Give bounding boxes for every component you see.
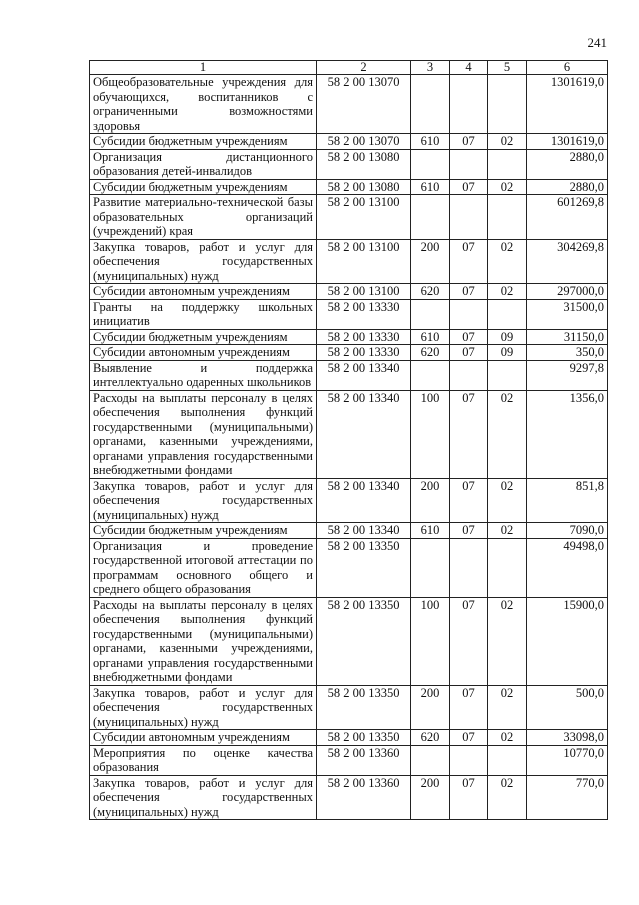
table-row xyxy=(90,685,608,730)
amount-cell: 1301619,0 xyxy=(527,134,608,150)
item-name-cell: Субсидии бюджетным учреждениям xyxy=(90,523,317,539)
target-code-cell: 58 2 00 13330 xyxy=(317,299,411,329)
target-code-cell: 58 2 00 13330 xyxy=(317,329,411,345)
expense-type-cell: 620 xyxy=(411,730,450,746)
item-name-cell: Закупка товаров, работ и услуг для обеспечения государственных (муниципальных) нужд xyxy=(90,478,317,523)
item-name-cell: Гранты на поддержку школьных инициатив xyxy=(90,299,317,329)
subsection-cell: 02 xyxy=(488,134,527,150)
subsection-cell: 02 xyxy=(488,179,527,195)
header-cell: 2 xyxy=(317,61,411,75)
expense-type-cell: 200 xyxy=(411,685,450,730)
expense-type-cell: 610 xyxy=(411,134,450,150)
subsection-cell xyxy=(488,745,527,775)
target-code-cell: 58 2 00 13070 xyxy=(317,75,411,134)
table-row xyxy=(90,195,608,240)
expense-type-cell: 200 xyxy=(411,775,450,820)
target-code-cell: 58 2 00 13330 xyxy=(317,345,411,361)
item-name-cell: Организация и проведение государственной итоговой аттестации по программам основного общего и среднего общего образования xyxy=(90,538,317,597)
subsection-cell: 02 xyxy=(488,284,527,300)
table-row xyxy=(90,775,608,820)
expense-type-cell: 610 xyxy=(411,329,450,345)
subsection-cell: 02 xyxy=(488,390,527,478)
item-name-cell: Организация дистанционного образования детей-инвалидов xyxy=(90,149,317,179)
subsection-cell xyxy=(488,299,527,329)
section-cell: 07 xyxy=(450,329,488,345)
expense-type-cell: 610 xyxy=(411,179,450,195)
subsection-cell: 02 xyxy=(488,597,527,685)
header-cell: 5 xyxy=(488,61,527,75)
section-cell: 07 xyxy=(450,239,488,284)
amount-cell: 304269,8 xyxy=(527,239,608,284)
item-name-cell: Расходы на выплаты персоналу в целях обеспечения выполнения функций государственными (муниципальными) органами, казенными учреждениями, органами управления государственными внебюджетными фондами xyxy=(90,597,317,685)
header-cell: 6 xyxy=(527,61,608,75)
amount-cell: 31500,0 xyxy=(527,299,608,329)
section-cell: 07 xyxy=(450,730,488,746)
subsection-cell xyxy=(488,149,527,179)
header-cell: 4 xyxy=(450,61,488,75)
item-name-cell: Развитие материально-технической базы образовательных организаций (учреждений) края xyxy=(90,195,317,240)
table-row xyxy=(90,179,608,195)
section-cell: 07 xyxy=(450,775,488,820)
table-row xyxy=(90,745,608,775)
target-code-cell: 58 2 00 13100 xyxy=(317,239,411,284)
expense-type-cell: 620 xyxy=(411,284,450,300)
amount-cell: 2880,0 xyxy=(527,149,608,179)
table-row xyxy=(90,597,608,685)
table-row xyxy=(90,134,608,150)
expense-type-cell: 620 xyxy=(411,345,450,361)
page-number: 241 xyxy=(587,35,607,50)
header-row xyxy=(90,61,608,75)
table-row xyxy=(90,75,608,134)
item-name-cell: Общеобразовательные учреждения для обучающихся, воспитанников с ограниченными возможностями здоровья xyxy=(90,75,317,134)
table-row xyxy=(90,538,608,597)
section-cell: 07 xyxy=(450,284,488,300)
target-code-cell: 58 2 00 13340 xyxy=(317,478,411,523)
section-cell: 07 xyxy=(450,345,488,361)
section-cell xyxy=(450,538,488,597)
table-row xyxy=(90,149,608,179)
amount-cell: 10770,0 xyxy=(527,745,608,775)
subsection-cell xyxy=(488,75,527,134)
expense-type-cell xyxy=(411,360,450,390)
section-cell: 07 xyxy=(450,523,488,539)
subsection-cell xyxy=(488,538,527,597)
section-cell: 07 xyxy=(450,478,488,523)
item-name-cell: Расходы на выплаты персоналу в целях обеспечения выполнения функций государственными (муниципальными) органами, казенными учреждениями, органами управления государственными внебюджетными фондами xyxy=(90,390,317,478)
target-code-cell: 58 2 00 13100 xyxy=(317,284,411,300)
section-cell xyxy=(450,745,488,775)
amount-cell: 297000,0 xyxy=(527,284,608,300)
item-name-cell: Субсидии бюджетным учреждениям xyxy=(90,134,317,150)
target-code-cell: 58 2 00 13350 xyxy=(317,538,411,597)
target-code-cell: 58 2 00 13340 xyxy=(317,360,411,390)
item-name-cell: Выявление и поддержка интеллектуально одаренных школьников xyxy=(90,360,317,390)
target-code-cell: 58 2 00 13360 xyxy=(317,775,411,820)
section-cell: 07 xyxy=(450,179,488,195)
amount-cell: 33098,0 xyxy=(527,730,608,746)
expense-type-cell xyxy=(411,195,450,240)
expense-type-cell: 200 xyxy=(411,239,450,284)
table-row xyxy=(90,329,608,345)
amount-cell: 15900,0 xyxy=(527,597,608,685)
subsection-cell: 02 xyxy=(488,730,527,746)
target-code-cell: 58 2 00 13080 xyxy=(317,179,411,195)
target-code-cell: 58 2 00 13080 xyxy=(317,149,411,179)
target-code-cell: 58 2 00 13340 xyxy=(317,523,411,539)
subsection-cell xyxy=(488,195,527,240)
section-cell xyxy=(450,75,488,134)
item-name-cell: Мероприятия по оценке качества образования xyxy=(90,745,317,775)
target-code-cell: 58 2 00 13350 xyxy=(317,597,411,685)
section-cell xyxy=(450,299,488,329)
subsection-cell: 02 xyxy=(488,478,527,523)
amount-cell: 49498,0 xyxy=(527,538,608,597)
table-row xyxy=(90,299,608,329)
expense-type-cell xyxy=(411,149,450,179)
table-row xyxy=(90,284,608,300)
expense-type-cell xyxy=(411,745,450,775)
section-cell: 07 xyxy=(450,134,488,150)
expense-type-cell xyxy=(411,299,450,329)
subsection-cell: 09 xyxy=(488,345,527,361)
subsection-cell: 02 xyxy=(488,685,527,730)
item-name-cell: Субсидии автономным учреждениям xyxy=(90,284,317,300)
expense-type-cell: 100 xyxy=(411,597,450,685)
expense-type-cell xyxy=(411,538,450,597)
section-cell xyxy=(450,195,488,240)
item-name-cell: Субсидии автономным учреждениям xyxy=(90,345,317,361)
table-row xyxy=(90,730,608,746)
expense-type-cell: 610 xyxy=(411,523,450,539)
header-cell: 3 xyxy=(411,61,450,75)
table-row xyxy=(90,523,608,539)
item-name-cell: Субсидии бюджетным учреждениям xyxy=(90,329,317,345)
amount-cell: 7090,0 xyxy=(527,523,608,539)
target-code-cell: 58 2 00 13360 xyxy=(317,745,411,775)
amount-cell: 31150,0 xyxy=(527,329,608,345)
table-row xyxy=(90,360,608,390)
expense-type-cell: 200 xyxy=(411,478,450,523)
amount-cell: 1301619,0 xyxy=(527,75,608,134)
subsection-cell: 02 xyxy=(488,523,527,539)
target-code-cell: 58 2 00 13340 xyxy=(317,390,411,478)
item-name-cell: Закупка товаров, работ и услуг для обеспечения государственных (муниципальных) нужд xyxy=(90,775,317,820)
target-code-cell: 58 2 00 13100 xyxy=(317,195,411,240)
item-name-cell: Закупка товаров, работ и услуг для обеспечения государственных (муниципальных) нужд xyxy=(90,239,317,284)
section-cell: 07 xyxy=(450,685,488,730)
expense-type-cell xyxy=(411,75,450,134)
table-row xyxy=(90,239,608,284)
amount-cell: 2880,0 xyxy=(527,179,608,195)
subsection-cell: 09 xyxy=(488,329,527,345)
budget-table xyxy=(89,60,608,820)
table-body xyxy=(90,75,608,820)
section-cell: 07 xyxy=(450,390,488,478)
target-code-cell: 58 2 00 13350 xyxy=(317,730,411,746)
section-cell: 07 xyxy=(450,597,488,685)
target-code-cell: 58 2 00 13350 xyxy=(317,685,411,730)
amount-cell: 500,0 xyxy=(527,685,608,730)
item-name-cell: Субсидии автономным учреждениям xyxy=(90,730,317,746)
table-row xyxy=(90,478,608,523)
subsection-cell xyxy=(488,360,527,390)
section-cell xyxy=(450,149,488,179)
item-name-cell: Субсидии бюджетным учреждениям xyxy=(90,179,317,195)
amount-cell: 1356,0 xyxy=(527,390,608,478)
expense-type-cell: 100 xyxy=(411,390,450,478)
subsection-cell: 02 xyxy=(488,239,527,284)
header-cell: 1 xyxy=(90,61,317,75)
amount-cell: 851,8 xyxy=(527,478,608,523)
section-cell xyxy=(450,360,488,390)
amount-cell: 601269,8 xyxy=(527,195,608,240)
table-row xyxy=(90,390,608,478)
amount-cell: 350,0 xyxy=(527,345,608,361)
subsection-cell: 02 xyxy=(488,775,527,820)
item-name-cell: Закупка товаров, работ и услуг для обеспечения государственных (муниципальных) нужд xyxy=(90,685,317,730)
amount-cell: 770,0 xyxy=(527,775,608,820)
table-row xyxy=(90,345,608,361)
target-code-cell: 58 2 00 13070 xyxy=(317,134,411,150)
amount-cell: 9297,8 xyxy=(527,360,608,390)
